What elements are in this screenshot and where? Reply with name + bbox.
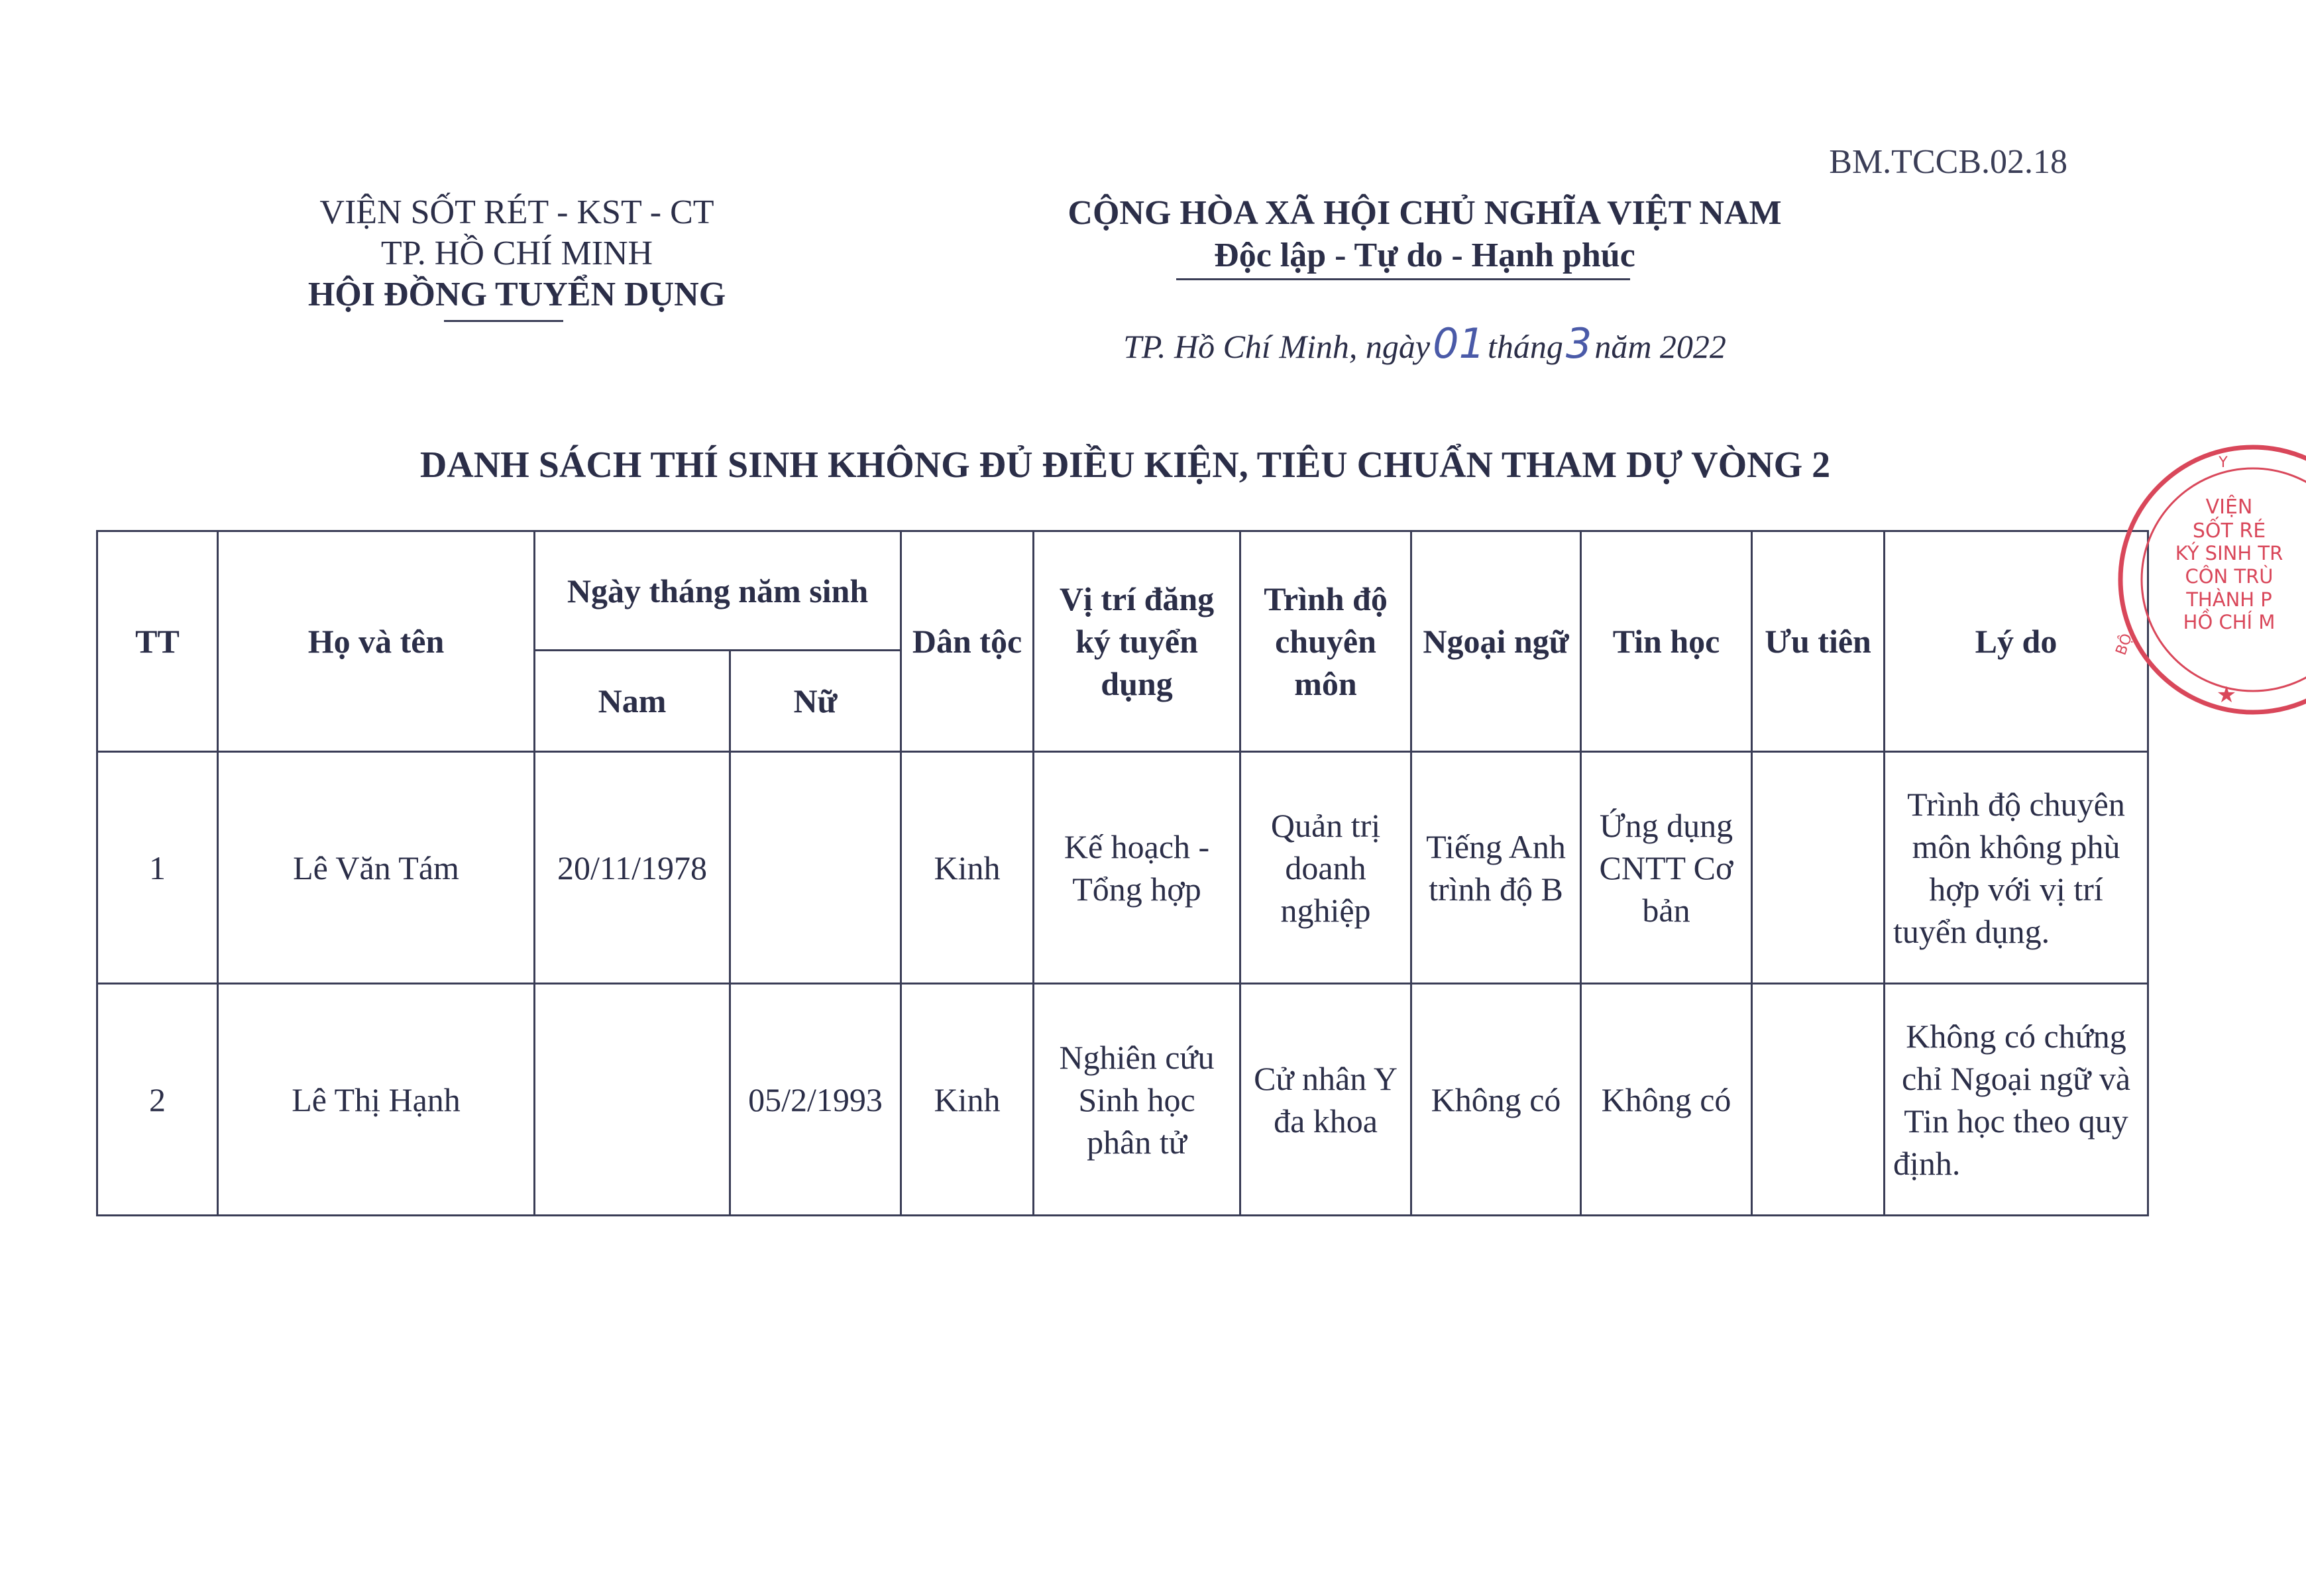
official-seal-icon [2087,447,2306,719]
issuing-agency [219,192,815,315]
cell-position: Nghiên cứu Sinh học phân tử [1034,984,1240,1216]
header-language: Ngoại ngữ [1411,531,1581,752]
svg-text:BỘ: BỘ [2113,631,2136,658]
cell-it: Ứng dụng CNTT Cơ bản [1581,752,1752,984]
date-month-label: tháng [1487,328,1563,365]
cell-ethnicity: Kinh [901,752,1034,984]
header-it: Tin học [1581,531,1752,752]
header-ethnicity: Dân tộc [901,531,1034,752]
agency-line-2: TP. HỒ CHÍ MINH [380,235,653,272]
national-header [994,192,1855,277]
cell-priority [1752,752,1885,984]
cell-language: Tiếng Anh trình độ B [1411,752,1581,984]
header-position: Vị trí đăng ký tuyển dụng [1034,531,1240,752]
cell-name: Lê Thị Hạnh [218,984,535,1216]
cell-priority [1752,984,1885,1216]
date-line [994,319,1855,368]
cell-it: Không có [1581,984,1752,1216]
date-year: năm 2022 [1594,328,1726,365]
cell-tt: 1 [97,752,218,984]
header-priority: Ưu tiên [1752,531,1885,752]
cell-female-dob: 05/2/1993 [730,984,901,1216]
national-title: CỘNG HÒA XÃ HỘI CHỦ NGHĨA VIỆT NAM [1068,194,1782,232]
table-header-row [97,531,2148,651]
cell-name: Lê Văn Tám [218,752,535,984]
cell-language: Không có [1411,984,1581,1216]
svg-text:HỒ CHÍ M: HỒ CHÍ M [2183,611,2276,633]
header-reason: Lý do [1885,531,2148,752]
svg-text:VIỆN: VIỆN [2205,496,2253,519]
cell-male-dob [535,984,730,1216]
cell-tt: 2 [97,984,218,1216]
header-qualification: Trình độ chuyên môn [1240,531,1411,752]
document-title: DANH SÁCH THÍ SINH KHÔNG ĐỦ ĐIỀU KIỆN, TIÊU CHUẨN THAM DỰ VÒNG 2 [419,445,1831,486]
table-row [97,984,2148,1216]
agency-line-1: VIỆN SỐT RÉT - KST - CT [319,193,714,231]
form-code: BM.TCCB.02.18 [1829,143,2067,181]
national-motto: Độc lập - Tự do - Hạnh phúc [1214,237,1635,274]
header-name: Họ và tên [218,531,535,752]
cell-qualification: Quản trị doanh nghiệp [1240,752,1411,984]
cell-position: Kế hoạch - Tổng hợp [1034,752,1240,984]
table-row [97,752,2148,984]
header-tt: TT [97,531,218,752]
date-place: TP. Hồ Chí Minh, ngày [1123,328,1431,365]
svg-text:SỐT RÉ: SỐT RÉ [2192,519,2266,543]
svg-text:CÔN TRÙ: CÔN TRÙ [2185,565,2274,588]
cell-male-dob: 20/11/1978 [535,752,730,984]
agency-line-3: HỘI ĐỒNG TUYỂN DỤNG [307,276,726,313]
cell-female-dob [730,752,901,984]
cell-reason: Trình độ chuyên môn không phù hợp với vị trí tuyển dụng. [1885,752,2148,984]
agency-underline [444,320,563,322]
svg-text:Y: Y [2219,454,2228,471]
header-male: Nam [535,651,730,752]
cell-qualification: Cử nhân Y đa khoa [1240,984,1411,1216]
header-dob: Ngày tháng năm sinh [535,531,901,651]
header-female: Nữ [730,651,901,752]
date-month-handwritten: 3 [1565,319,1592,368]
cell-reason: Không có chứng chỉ Ngoại ngữ và Tin học theo quy định. [1885,984,2148,1216]
svg-text:KÝ SINH TR: KÝ SINH TR [2175,542,2283,564]
candidate-table [96,530,2149,1216]
svg-text:★: ★ [2216,682,2237,708]
cell-ethnicity: Kinh [901,984,1034,1216]
date-day-handwritten: 01 [1433,319,1485,368]
svg-text:THÀNH P: THÀNH P [2186,588,2272,611]
motto-underline [1176,278,1630,280]
